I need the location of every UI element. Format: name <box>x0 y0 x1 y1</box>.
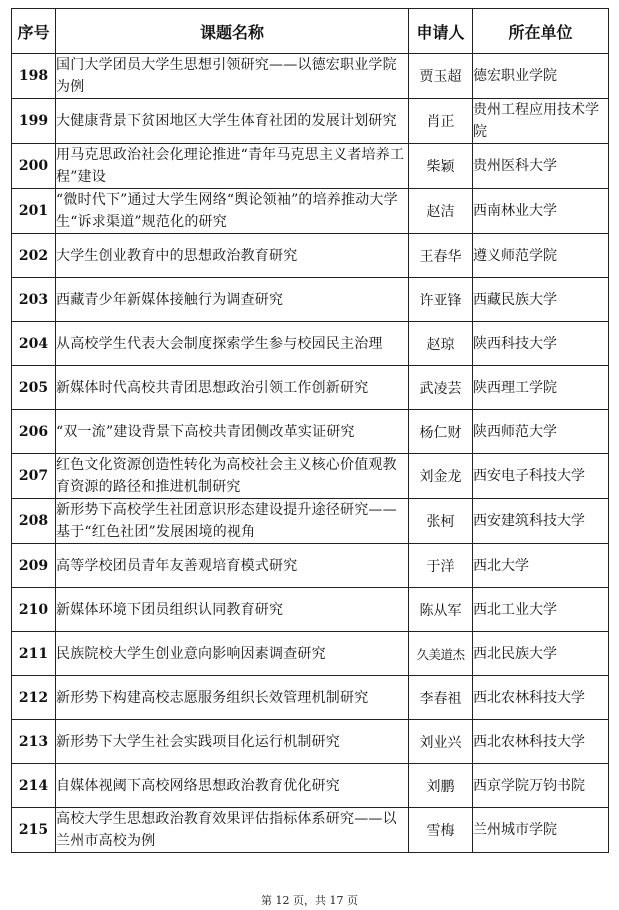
row-number: 212 <box>12 676 56 720</box>
table-row <box>12 54 609 99</box>
organization-name: 贵州医科大学 <box>473 144 609 189</box>
applicant-name: 刘金龙 <box>409 454 473 499</box>
organization-name: 西安建筑科技大学 <box>473 499 609 544</box>
table-row <box>12 189 609 234</box>
row-number: 203 <box>12 278 56 322</box>
organization-name: 西北大学 <box>473 544 609 588</box>
applicant-name: 雪梅 <box>409 808 473 853</box>
applicant-name: 许亚锋 <box>409 278 473 322</box>
table-row <box>12 588 609 632</box>
organization-name: 陕西理工学院 <box>473 366 609 410</box>
project-title: “双一流”建设背景下高校共青团侧改革实证研究 <box>56 410 409 454</box>
project-title: 国门大学团员大学生思想引领研究——以德宏职业学院为例 <box>56 54 409 99</box>
organization-name: 西北工业大学 <box>473 588 609 632</box>
applicant-name: 肖正 <box>409 99 473 144</box>
project-title: 新形势下构建高校志愿服务组织长效管理机制研究 <box>56 676 409 720</box>
applicant-name: 贾玉超 <box>409 54 473 99</box>
organization-name: 贵州工程应用技术学院 <box>473 99 609 144</box>
organization-name: 陕西师范大学 <box>473 410 609 454</box>
project-title: 大健康背景下贫困地区大学生体育社团的发展计划研究 <box>56 99 409 144</box>
table-row <box>12 632 609 676</box>
organization-name: 西北农林科技大学 <box>473 720 609 764</box>
organization-name: 西京学院万钧书院 <box>473 764 609 808</box>
table-row <box>12 322 609 366</box>
project-title: 红色文化资源创造性转化为高校社会主义核心价值观教育资源的路径和推进机制研究 <box>56 454 409 499</box>
row-number: 200 <box>12 144 56 189</box>
row-number: 210 <box>12 588 56 632</box>
organization-name: 西安电子科技大学 <box>473 454 609 499</box>
applicant-name: 于洋 <box>409 544 473 588</box>
organization-name: 陕西科技大学 <box>473 322 609 366</box>
table-row <box>12 544 609 588</box>
table-row <box>12 676 609 720</box>
header-num: 序号 <box>12 9 56 54</box>
row-number: 202 <box>12 234 56 278</box>
row-number: 198 <box>12 54 56 99</box>
project-title: 从高校学生代表大会制度探索学生参与校园民主治理 <box>56 322 409 366</box>
organization-name: 西南林业大学 <box>473 189 609 234</box>
row-number: 205 <box>12 366 56 410</box>
table-row <box>12 764 609 808</box>
project-title: 大学生创业教育中的思想政治教育研究 <box>56 234 409 278</box>
row-number: 199 <box>12 99 56 144</box>
organization-name: 兰州城市学院 <box>473 808 609 853</box>
organization-name: 西藏民族大学 <box>473 278 609 322</box>
table-row <box>12 144 609 189</box>
project-title: 新媒体时代高校共青团思想政治引领工作创新研究 <box>56 366 409 410</box>
row-number: 209 <box>12 544 56 588</box>
organization-name: 德宏职业学院 <box>473 54 609 99</box>
project-title: 西藏青少年新媒体接触行为调查研究 <box>56 278 409 322</box>
project-title: 民族院校大学生创业意向影响因素调查研究 <box>56 632 409 676</box>
organization-name: 西北农林科技大学 <box>473 676 609 720</box>
project-title: 高校大学生思想政治教育效果评估指标体系研究——以兰州市高校为例 <box>56 808 409 853</box>
table-row <box>12 234 609 278</box>
project-title: 高等学校团员青年友善观培育模式研究 <box>56 544 409 588</box>
row-number: 213 <box>12 720 56 764</box>
row-number: 208 <box>12 499 56 544</box>
applicant-name: 杨仁财 <box>409 410 473 454</box>
project-title: 自媒体视阈下高校网络思想政治教育优化研究 <box>56 764 409 808</box>
table-row <box>12 99 609 144</box>
header-applicant: 申请人 <box>409 9 473 54</box>
organization-name: 遵义师范学院 <box>473 234 609 278</box>
page-footer: 第 12 页，共 17 页 <box>261 894 358 907</box>
row-number: 207 <box>12 454 56 499</box>
table-row <box>12 499 609 544</box>
row-number: 214 <box>12 764 56 808</box>
applicant-name: 刘业兴 <box>409 720 473 764</box>
table-row <box>12 720 609 764</box>
table-row <box>12 410 609 454</box>
applicant-name: 刘鹏 <box>409 764 473 808</box>
row-number: 211 <box>12 632 56 676</box>
organization-name: 西北民族大学 <box>473 632 609 676</box>
applicant-name: 陈从军 <box>409 588 473 632</box>
applicant-name: 武凌芸 <box>409 366 473 410</box>
table-row <box>12 454 609 499</box>
table-row <box>12 808 609 853</box>
row-number: 206 <box>12 410 56 454</box>
table-row <box>12 366 609 410</box>
applicant-name: 久美道杰 <box>409 632 473 676</box>
applicant-name: 李春祖 <box>409 676 473 720</box>
project-title: “微时代下”通过大学生网络“舆论领袖”的培养推动大学生“诉求渠道”规范化的研究 <box>56 189 409 234</box>
row-number: 204 <box>12 322 56 366</box>
applicant-name: 王春华 <box>409 234 473 278</box>
row-number: 215 <box>12 808 56 853</box>
applicant-name: 赵洁 <box>409 189 473 234</box>
project-title: 新形势下大学生社会实践项目化运行机制研究 <box>56 720 409 764</box>
header-title: 课题名称 <box>56 9 409 54</box>
project-title: 新媒体环境下团员组织认同教育研究 <box>56 588 409 632</box>
applicant-name: 张柯 <box>409 499 473 544</box>
applicant-name: 柴颖 <box>409 144 473 189</box>
row-number: 201 <box>12 189 56 234</box>
project-title: 新形势下高校学生社团意识形态建设提升途径研究——基于“红色社团”发展困境的视角 <box>56 499 409 544</box>
project-table <box>11 8 609 853</box>
table-row <box>12 278 609 322</box>
table-header-row <box>12 9 609 54</box>
header-org: 所在单位 <box>473 9 609 54</box>
applicant-name: 赵琼 <box>409 322 473 366</box>
project-title: 用马克思政治社会化理论推进“青年马克思主义者培养工程”建设 <box>56 144 409 189</box>
